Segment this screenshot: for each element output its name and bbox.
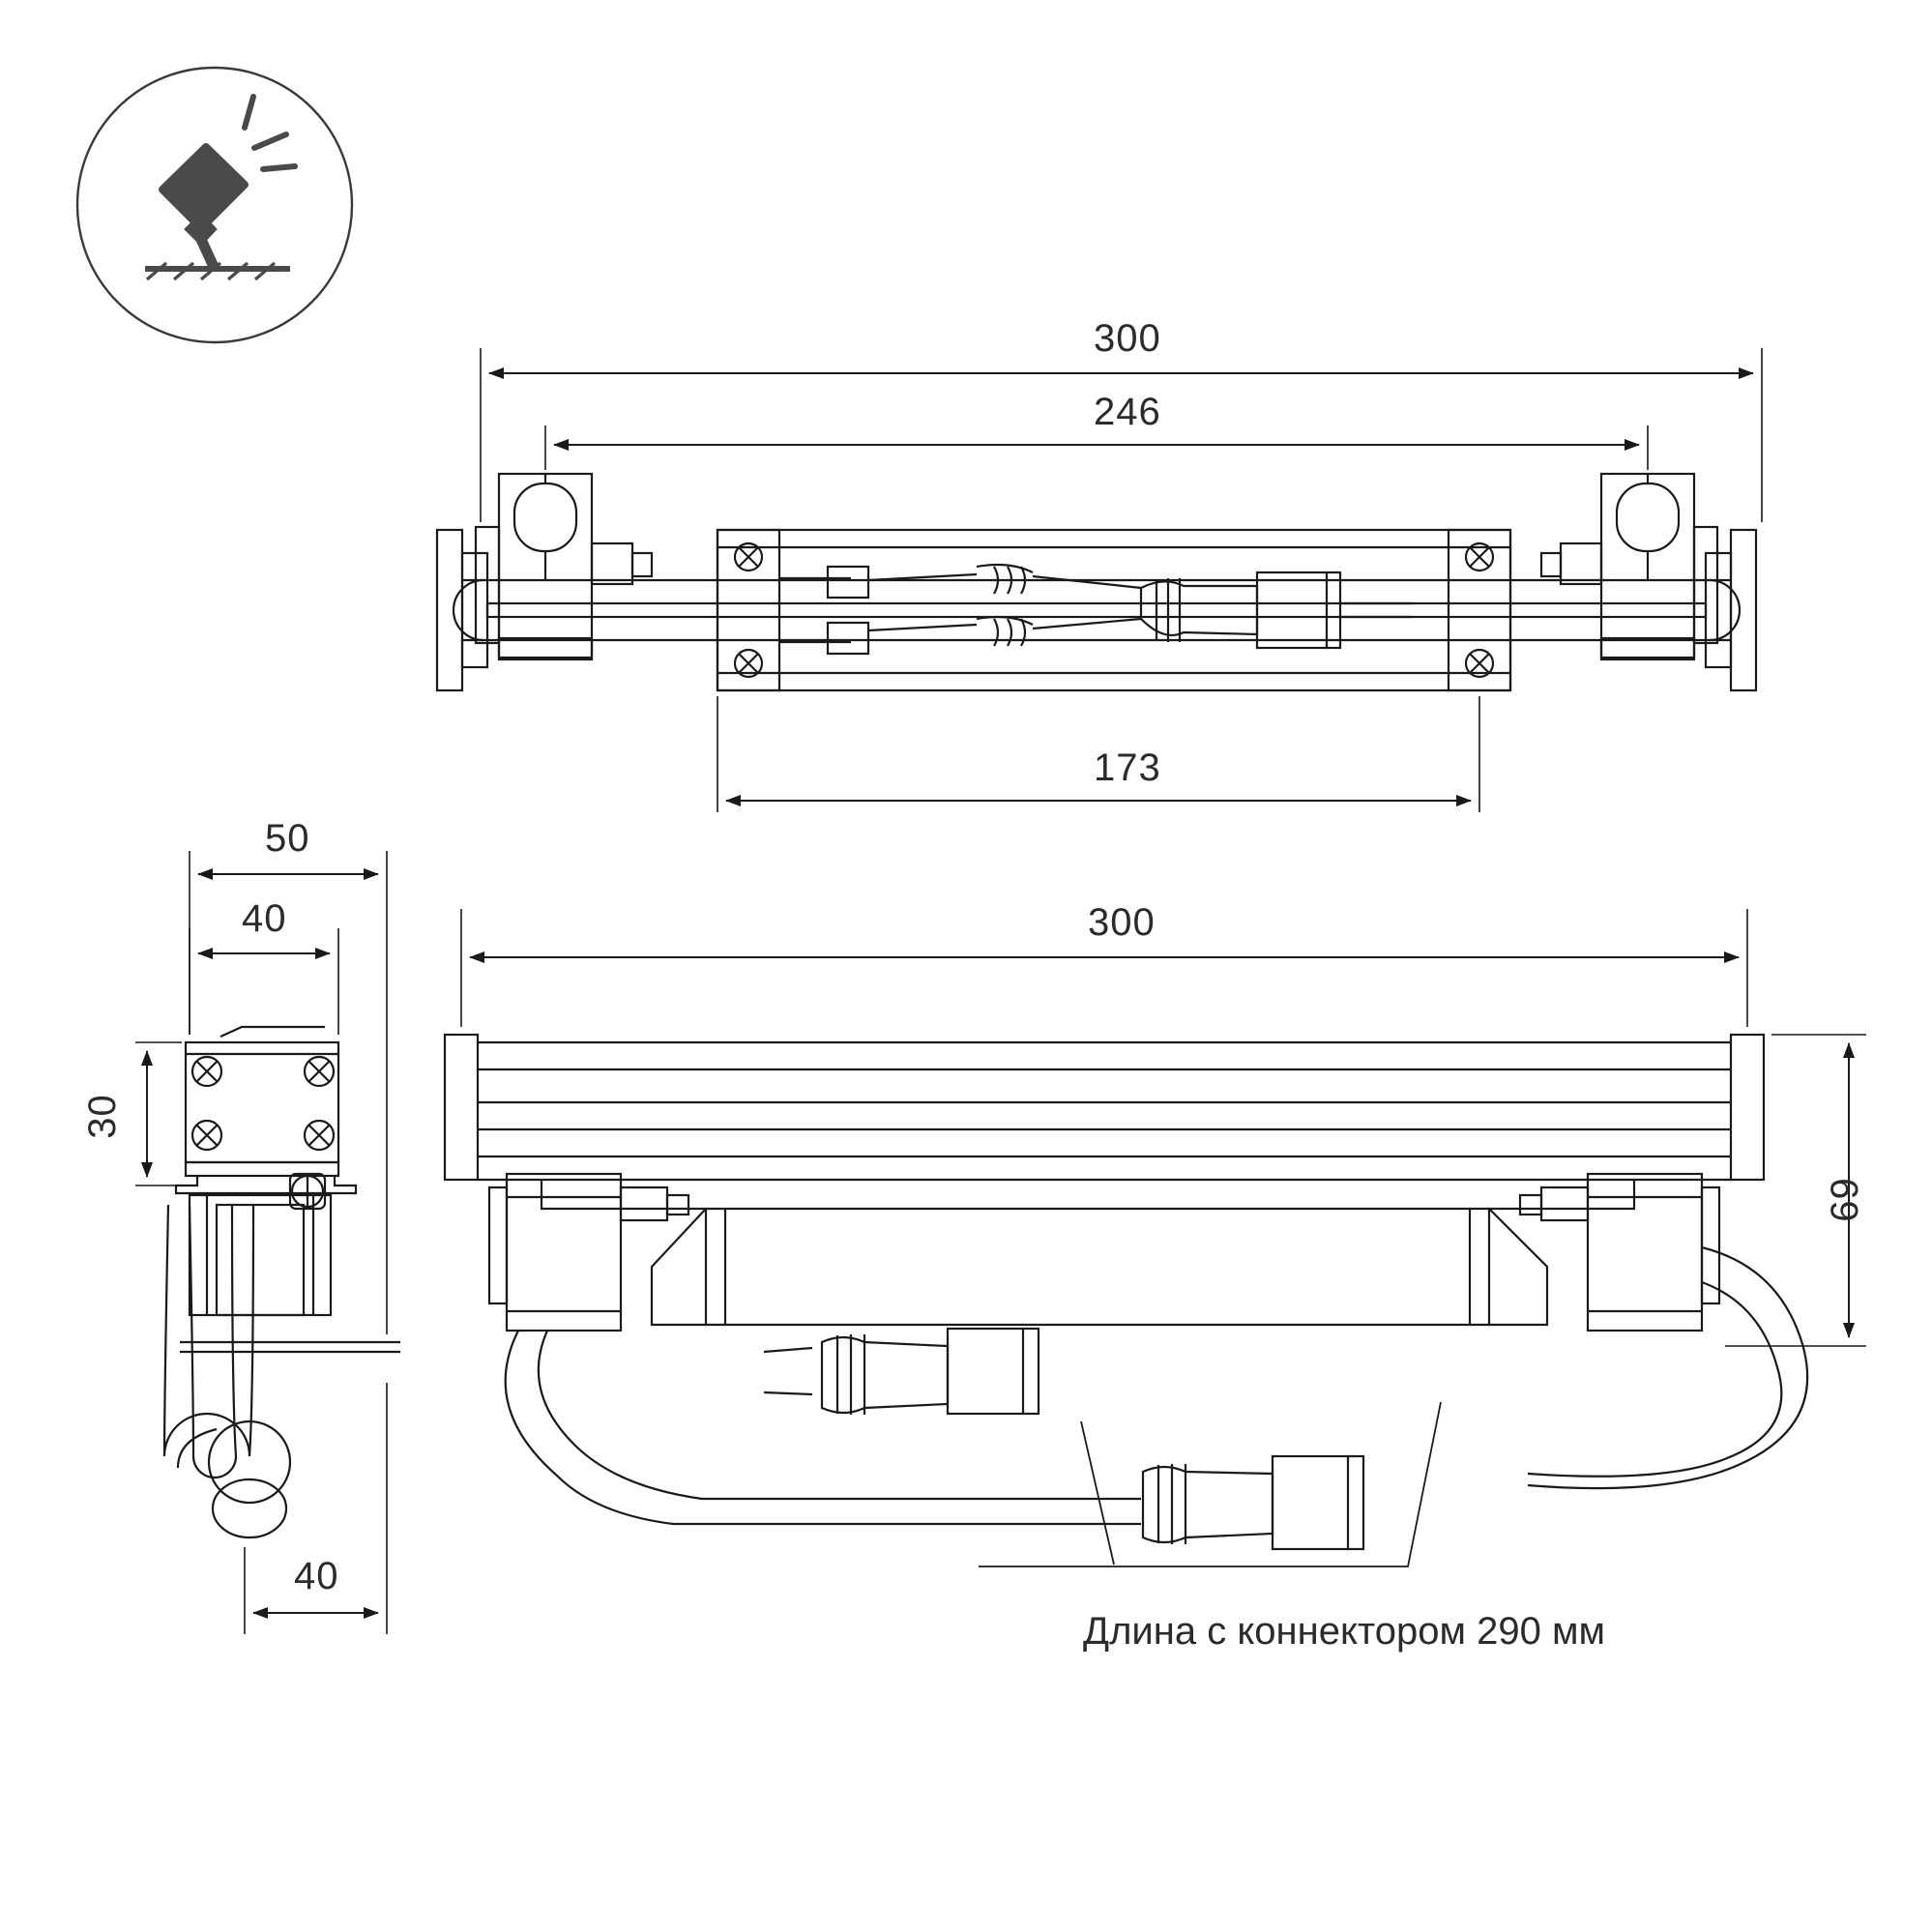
connector-length-note: Длина с коннектором 290 мм — [1083, 1610, 1605, 1653]
side-view-geometry — [445, 1035, 1807, 1566]
top-view-geometry — [437, 474, 1756, 690]
spotlight-icon — [77, 68, 352, 342]
screw — [735, 543, 1493, 677]
dimension-label-end-view-height: 30 — [80, 1094, 124, 1139]
dimension-label-top-bracket-spacing: 246 — [1094, 391, 1161, 433]
dimension-label-top-overall-length: 300 — [1094, 317, 1161, 360]
dimension-label-side-overall-length: 300 — [1088, 901, 1156, 944]
dimension-label-side-height: 69 — [1823, 1177, 1866, 1222]
dimension-label-end-view-outer-width: 50 — [265, 817, 310, 860]
screw — [192, 1057, 334, 1150]
dimension-label-end-view-base-width: 40 — [294, 1555, 339, 1597]
dimension-label-end-view-body-width: 40 — [242, 897, 287, 940]
end-view-geometry — [164, 1027, 400, 1537]
side-view-dimensions — [461, 909, 1866, 1346]
dimension-label-top-body-length: 173 — [1094, 746, 1161, 789]
end-view-dimensions — [135, 851, 387, 1634]
